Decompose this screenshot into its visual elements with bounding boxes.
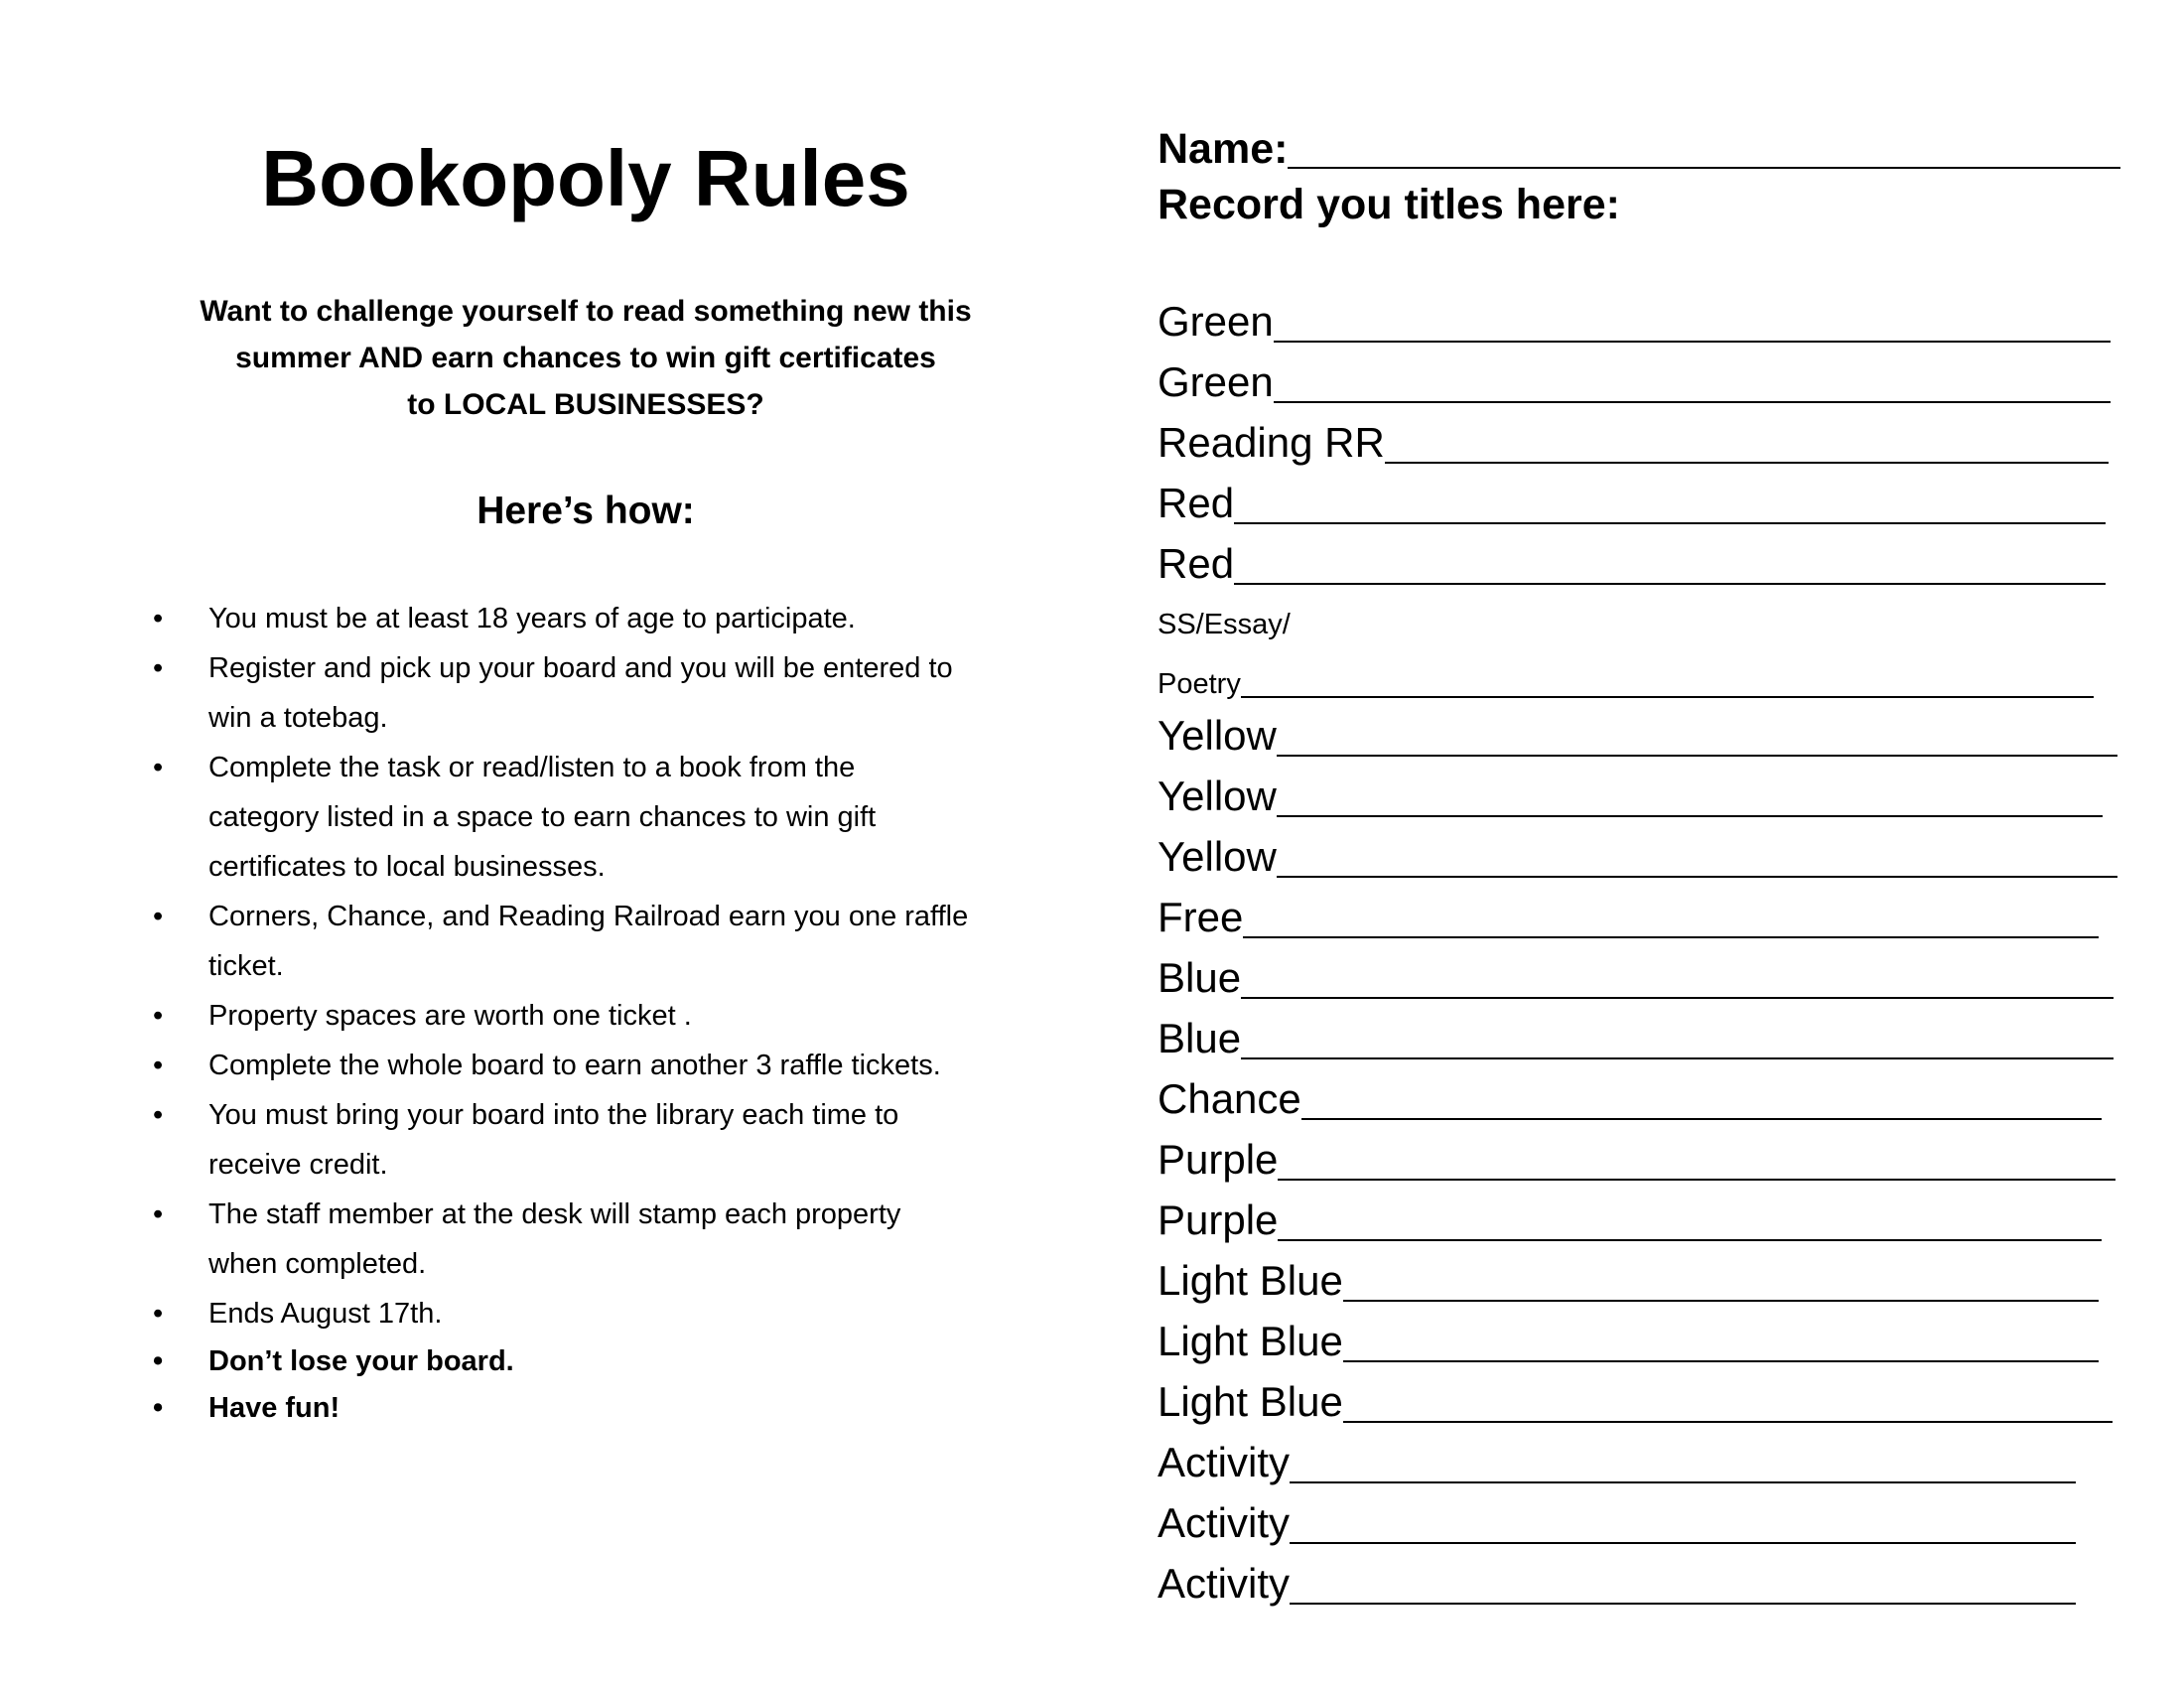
- category-label: Light Blue: [1158, 1318, 1343, 1364]
- category-label: Purple: [1158, 1196, 1279, 1243]
- rule-text-line: Register and pick up your board and you will be entered to: [208, 652, 953, 684]
- title-entry[interactable]: [1158, 1189, 2102, 1249]
- category-label: SS/Essay/: [1158, 609, 1291, 640]
- rule-item: [139, 594, 1032, 643]
- title-write-line[interactable]: [1234, 522, 2106, 524]
- title-write-line[interactable]: [1278, 1179, 2116, 1181]
- title-entry[interactable]: [1158, 765, 2103, 825]
- title-entry[interactable]: [1158, 1310, 2099, 1370]
- bullet-icon: •: [153, 901, 164, 932]
- bullet-icon: •: [153, 1099, 164, 1131]
- rule-text-line: receive credit.: [208, 1149, 388, 1181]
- record-titles-label: Record you titles here:: [1158, 181, 1620, 228]
- title-write-line[interactable]: [1243, 936, 2099, 938]
- title-write-line[interactable]: [1343, 1360, 2099, 1362]
- name-label: Name:: [1158, 125, 1289, 173]
- title-write-line[interactable]: [1278, 1239, 2102, 1241]
- rule-text-line: when completed.: [208, 1248, 427, 1280]
- category-label: Activity: [1158, 1439, 1291, 1485]
- rule-item: [139, 1190, 1032, 1289]
- category-label: Activity: [1158, 1499, 1291, 1546]
- category-label: Blue: [1158, 954, 1242, 1001]
- bullet-icon: •: [153, 652, 164, 684]
- bullet-icon: •: [153, 1298, 164, 1330]
- rule-text-line: You must bring your board into the library each time to: [208, 1099, 899, 1131]
- category-label: Green: [1158, 298, 1274, 345]
- title-write-line[interactable]: [1241, 1057, 2114, 1059]
- rule-text-line: You must be at least 18 years of age to participate.: [208, 603, 856, 634]
- rule-item: [139, 1338, 1032, 1385]
- category-label: Free: [1158, 894, 1244, 940]
- title-entries: [1158, 290, 2150, 1613]
- title-entry[interactable]: [1158, 1067, 2102, 1128]
- title-entry[interactable]: [1158, 704, 2117, 765]
- category-label: Poetry: [1158, 668, 1241, 700]
- rule-item: [139, 892, 1032, 991]
- category-label: Chance: [1158, 1075, 1301, 1122]
- name-write-line[interactable]: [1288, 167, 2120, 169]
- rule-item: [139, 1041, 1032, 1090]
- category-label: Red: [1158, 480, 1235, 526]
- intro-text: [139, 288, 1032, 428]
- category-label: Yellow: [1158, 833, 1277, 880]
- title-entry[interactable]: [1158, 825, 2117, 886]
- rules-list: [139, 594, 1032, 1432]
- title-entry[interactable]: [1158, 946, 2114, 1007]
- heres-how-heading: Here’s how:: [477, 490, 695, 532]
- title-write-line[interactable]: [1274, 341, 2111, 343]
- title-entry[interactable]: [1158, 1128, 2116, 1189]
- category-label: Yellow: [1158, 773, 1277, 819]
- category-label: Light Blue: [1158, 1378, 1343, 1425]
- title-write-line[interactable]: [1301, 1118, 2102, 1120]
- title-write-line[interactable]: [1277, 876, 2117, 878]
- title-entry[interactable]: [1158, 411, 2109, 472]
- rule-item: [139, 1289, 1032, 1338]
- title-write-line[interactable]: [1277, 815, 2103, 817]
- rules-page: [139, 0, 1032, 1688]
- rule-text-line: Ends August 17th.: [208, 1298, 443, 1330]
- title-write-line[interactable]: [1343, 1300, 2099, 1302]
- bullet-icon: •: [153, 1000, 164, 1032]
- intro-line: to LOCAL BUSINESSES?: [407, 388, 764, 421]
- title-entry[interactable]: [1158, 290, 2111, 351]
- title-entry[interactable]: [1158, 1249, 2099, 1310]
- title-log-page: [1158, 0, 2150, 1688]
- category-label: Activity: [1158, 1560, 1291, 1607]
- intro-line: Want to challenge yourself to read something new this: [200, 295, 972, 328]
- title-write-line[interactable]: [1290, 1542, 2076, 1544]
- category-label: Light Blue: [1158, 1257, 1343, 1304]
- rule-text-line: Don’t lose your board.: [208, 1345, 514, 1377]
- title-write-line[interactable]: [1343, 1421, 2113, 1423]
- title-write-line[interactable]: [1241, 997, 2114, 999]
- title-entry[interactable]: [1158, 1552, 2076, 1613]
- title-write-line[interactable]: [1290, 1481, 2076, 1483]
- entry-pre-label: [1158, 593, 2150, 644]
- title-write-line[interactable]: [1277, 755, 2117, 757]
- bullet-icon: •: [153, 1392, 164, 1424]
- title-write-line[interactable]: [1290, 1603, 2076, 1605]
- title-entry[interactable]: [1158, 1491, 2076, 1552]
- category-label: Reading RR: [1158, 419, 1385, 466]
- title-entry[interactable]: [1158, 532, 2106, 593]
- rule-text-line: win a totebag.: [208, 702, 388, 734]
- rule-text-line: Complete the whole board to earn another 3 raffle tickets.: [208, 1050, 941, 1081]
- title-entry[interactable]: [1158, 472, 2106, 532]
- title-entry[interactable]: [1158, 886, 2099, 946]
- rule-text-line: Complete the task or read/listen to a book from the: [208, 752, 856, 783]
- rule-item: [139, 1090, 1032, 1190]
- rule-text-line: The staff member at the desk will stamp each property: [208, 1198, 901, 1230]
- intro-line: summer AND earn chances to win gift certificates: [235, 342, 936, 374]
- bullet-icon: •: [153, 1198, 164, 1230]
- category-label: Green: [1158, 358, 1274, 405]
- name-field[interactable]: [1158, 121, 2120, 177]
- category-label: Purple: [1158, 1136, 1279, 1183]
- title-write-line[interactable]: [1274, 401, 2111, 403]
- title-write-line[interactable]: [1241, 696, 2094, 698]
- title-entry[interactable]: [1158, 1431, 2076, 1491]
- title-entry[interactable]: [1158, 1370, 2113, 1431]
- title-entry[interactable]: [1158, 1007, 2114, 1067]
- rule-text-line: Have fun!: [208, 1392, 341, 1424]
- title-entry[interactable]: [1158, 351, 2111, 411]
- rule-item: [139, 1385, 1032, 1432]
- rule-text-line: Corners, Chance, and Reading Railroad earn you one raffle: [208, 901, 969, 932]
- rule-item: [139, 643, 1032, 743]
- rule-text-line: ticket.: [208, 950, 284, 982]
- rule-text-line: certificates to local businesses.: [208, 851, 606, 883]
- category-label: Blue: [1158, 1015, 1242, 1061]
- bullet-icon: •: [153, 752, 164, 783]
- rule-item: [139, 743, 1032, 892]
- rule-text-line: Property spaces are worth one ticket .: [208, 1000, 692, 1032]
- bullet-icon: •: [153, 603, 164, 634]
- rule-text-line: category listed in a space to earn chances to win gift: [208, 801, 877, 833]
- title-write-line[interactable]: [1385, 462, 2109, 464]
- bullet-icon: •: [153, 1050, 164, 1081]
- bullet-icon: •: [153, 1345, 164, 1377]
- category-label: Red: [1158, 540, 1235, 587]
- rule-item: [139, 991, 1032, 1041]
- category-label: Yellow: [1158, 712, 1277, 759]
- title-write-line[interactable]: [1234, 583, 2106, 585]
- title-entry[interactable]: [1158, 644, 2094, 704]
- rules-title: Bookopoly Rules: [261, 134, 910, 222]
